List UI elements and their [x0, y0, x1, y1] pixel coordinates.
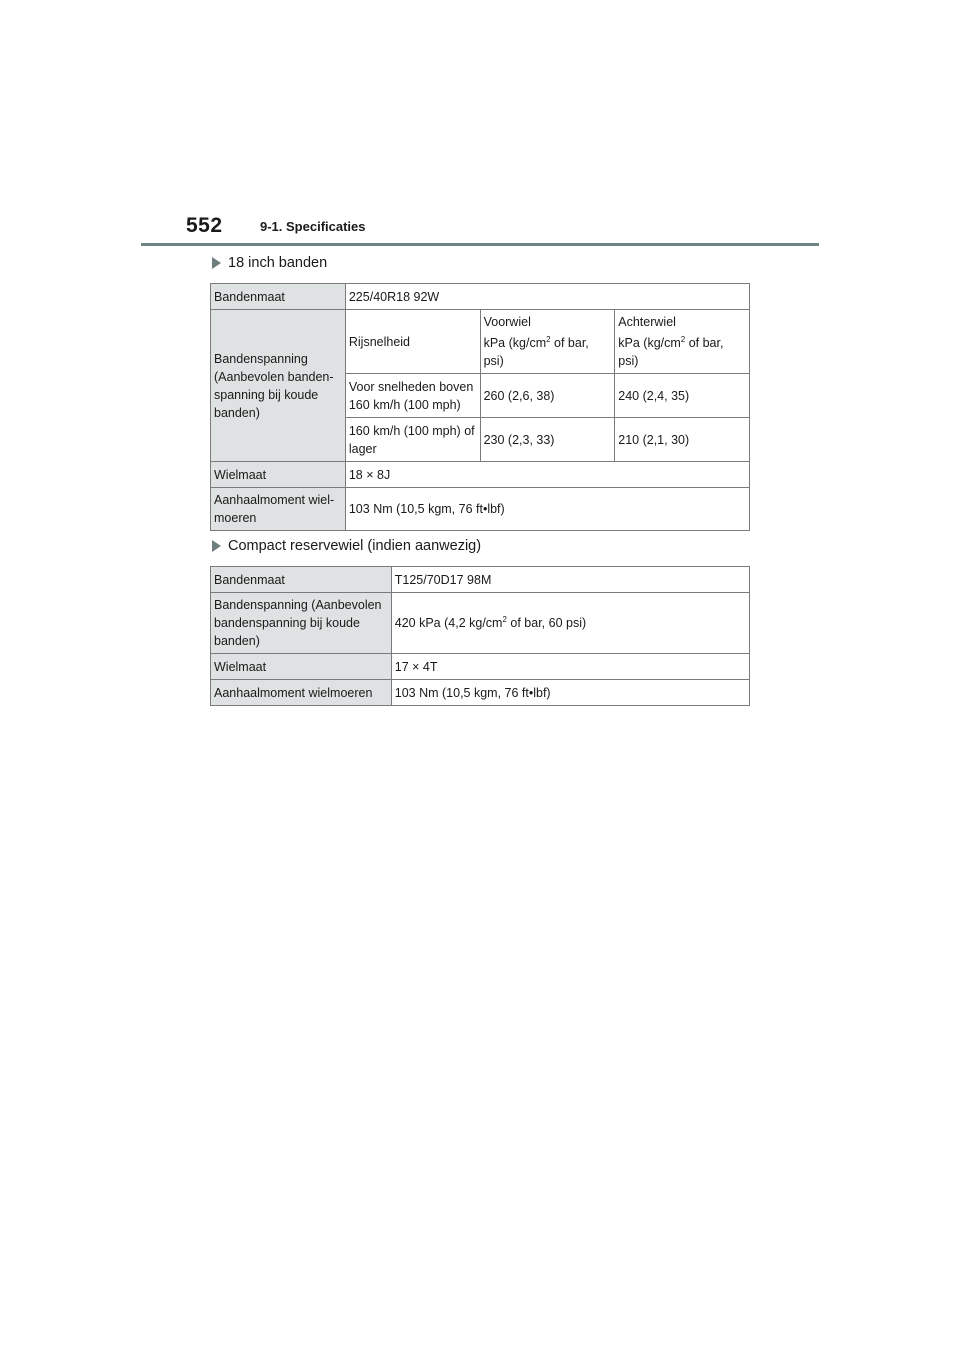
rear-pressure-value: 240 (2,4, 35): [615, 374, 750, 418]
wheel-size-value: 17 × 4T: [391, 654, 749, 680]
tire-size-label: Bandenmaat: [211, 567, 392, 593]
speed-value: 160 km/h (100 mph) of lager: [345, 418, 480, 462]
nut-torque-value: 103 Nm (10,5 kgm, 76 ft•lbf): [345, 488, 749, 531]
speed-header: Rijsnelheid: [345, 310, 480, 374]
triangle-bullet-icon: [212, 257, 221, 269]
front-pressure-value: 260 (2,6, 38): [480, 374, 615, 418]
table-row: [211, 680, 750, 706]
nut-torque-label: Aanhaalmoment wielmoeren: [211, 680, 392, 706]
table-row: [211, 462, 750, 488]
table-row: [211, 654, 750, 680]
page-number: 552: [186, 214, 223, 237]
table-row: [211, 284, 750, 310]
nut-torque-value: 103 Nm (10,5 kgm, 76 ft•lbf): [391, 680, 749, 706]
subheading-text: 18 inch banden: [228, 255, 328, 271]
subheading-text: Compact reservewiel (indien aanwezig): [228, 538, 482, 554]
tire-pressure-value: 420 kPa (4,2 $kg/cm^2$ of bar, 60 psi): [391, 593, 749, 654]
tire-size-value: T125/70D17 98M: [391, 567, 749, 593]
table-row: [211, 488, 750, 531]
tire-size-value: 225/40R18 92W: [345, 284, 749, 310]
table-row: [211, 567, 750, 593]
table-row: [211, 310, 750, 374]
speed-value: Voor snelheden boven 160 km/h (100 mph): [345, 374, 480, 418]
table-row: [211, 593, 750, 654]
wheel-size-label: Wielmaat: [211, 462, 346, 488]
front-wheel-header: Voorwiel kPa ($kg/cm^2$ of bar, psi): [480, 310, 615, 374]
tire-pressure-label: Bandenspanning (Aanbevolen bandenspanning bij koude banden): [211, 593, 392, 654]
section-title: 9-1. Specificaties: [260, 219, 366, 234]
nut-torque-label: Aanhaalmoment wiel-moeren: [211, 488, 346, 531]
tire-spec-table-18-inch: [210, 283, 750, 531]
front-pressure-value: 230 (2,3, 33): [480, 418, 615, 462]
tire-pressure-label: Bandenspanning (Aanbevolen banden-spanning bij koude banden): [211, 310, 346, 462]
triangle-bullet-icon: [212, 540, 221, 552]
rear-wheel-header: Achterwiel kPa ($kg/cm^2$ of bar, psi): [615, 310, 750, 374]
wheel-size-value: 18 × 8J: [345, 462, 749, 488]
rear-pressure-value: 210 (2,1, 30): [615, 418, 750, 462]
tire-spec-table-spare: [210, 566, 750, 706]
subheading-18-inch: [212, 255, 327, 271]
header-divider: [141, 243, 819, 246]
tire-size-label: Bandenmaat: [211, 284, 346, 310]
subheading-spare-wheel: [212, 538, 481, 554]
wheel-size-label: Wielmaat: [211, 654, 392, 680]
